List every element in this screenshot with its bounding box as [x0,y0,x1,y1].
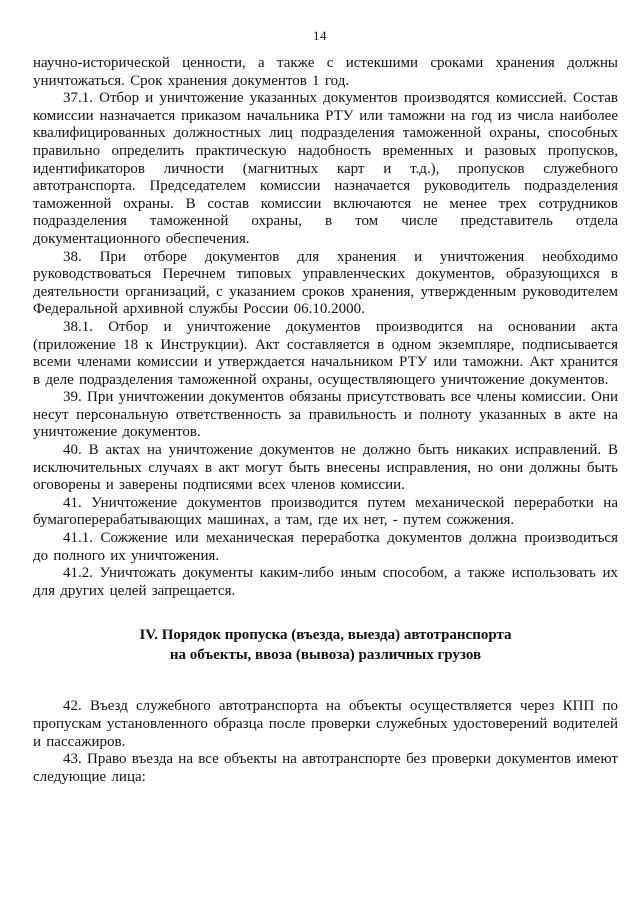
paragraph-41-1: 41.1. Сожжение или механическая переработка документов должна производиться до полного их уничтожения. [33,530,618,564]
paragraph-38-1: 38.1. Отбор и уничтожение документов производится на основании акта (приложение 18 к Инструкции). Акт составляется в одном экземпляре, подписывается всеми членами комиссии и утверждается начальником РТУ или таможни. Акт хранится в деле подразделения таможенной охраны, осуществляющего уничтожение документов. [33,318,618,388]
page-number: 14 [313,28,327,43]
paragraph-38: 38. При отборе документов для хранения и уничтожения необходимо руководствоваться Перечнем типовых управленческих документов, образующихся в деятельности организаций, с указанием сроков хранения, утвержденным руководителем Федеральной архивной службы России 06.10.2000. [33,248,618,318]
paragraph-43: 43. Право въезда на все объекты на автотранспорте без проверки документов имеют следующие лица: [33,751,618,785]
paragraph-41-2: 41.2. Уничтожать документы каким-либо иным способом, а также использовать их для других целей запрещается. [33,565,618,599]
paragraph-39: 39. При уничтожении документов обязаны присутствовать все члены комиссии. Они несут персональную ответственность за правильность и полноту указанных в акте на уничтожение документов. [33,389,618,441]
paragraph-continuation: научно-исторической ценности, а также с истекшими сроками хранения должны уничтожаться. Срок хранения документов 1 год. [33,55,618,89]
paragraph-40: 40. В актах на уничтожение документов не должно быть никаких исправлений. В исключительных случаях в акт могут быть внесены исправления, но они должны быть оговорены и заверены подписями всех членов комиссии. [33,442,618,494]
paragraph-42: 42. Въезд служебного автотранспорта на объекты осуществляется через КПП по пропускам установленного образца после проверки служебных удостоверений водителей и пассажиров. [33,698,618,750]
section-heading-line1: IV. Порядок пропуска (въезда, выезда) автотранспорта [139,627,512,644]
paragraph-37-1: 37.1. Отбор и уничтожение указанных документов производятся комиссией. Состав комиссии назначается приказом начальника РТУ или таможни на год из числа наиболее квалифицированных должностных лиц подразделения таможенной охраны, способных правильно определить практическую надобность временных и разовых пропусков, идентификаторов личности (магнитных карт и т.д.), пропусков служебного автотранспорта. Председателем комиссии назначается руководитель подразделения таможенной охраны. В состав комиссии включаются не менее трех сотрудников подразделения таможенной охраны, в том числе представитель отдела документационного обеспечения. [33,90,618,247]
section-heading-line2: на объекты, ввоза (вывоза) различных грузов [169,646,482,663]
document-body [33,55,618,786]
section-heading-iv [33,626,618,665]
paragraph-41: 41. Уничтожение документов производится путем механической переработки на бумагоперерабатывающих машинах, а там, где их нет, - путем сожжения. [33,494,618,529]
